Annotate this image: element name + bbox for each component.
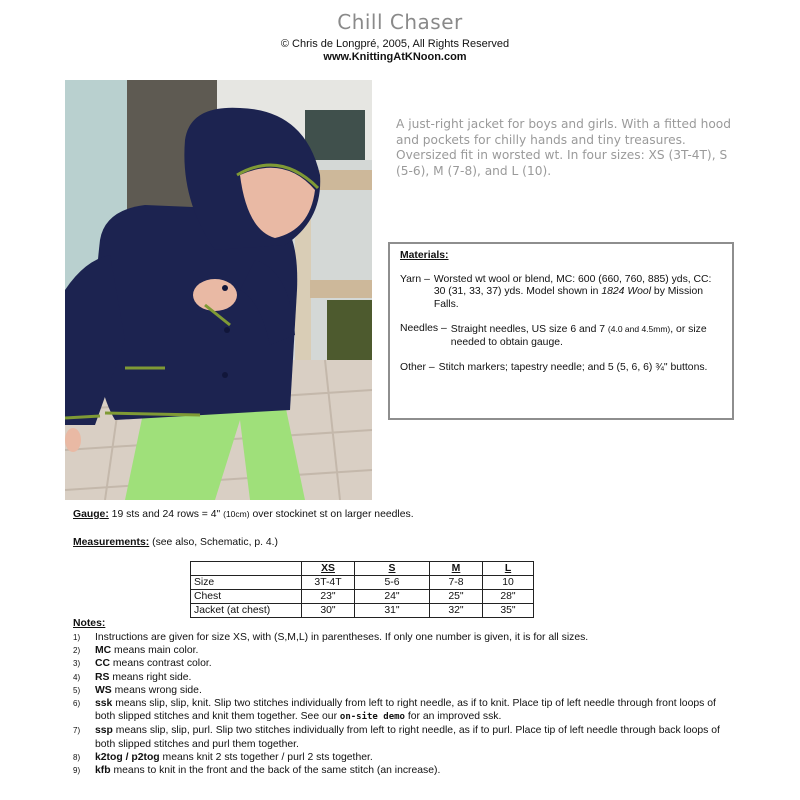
- child-jacket-photo: [65, 80, 372, 500]
- table-cell: Jacket (at chest): [191, 604, 302, 618]
- table-header-row: [191, 562, 534, 576]
- website-link[interactable]: www.KnittingAtKNoon.com: [323, 51, 467, 63]
- gauge-label: Gauge:: [73, 509, 109, 520]
- table-cell: 31": [355, 604, 430, 618]
- table-cell: 30": [302, 604, 355, 618]
- yarn-text: Worsted wt wool or blend, MC: 600 (660, 760, 885) yds, CC: 30 (31, 33, 37) yds. Model shown in 1824 Wool by Mission Falls.: [433, 273, 712, 310]
- needles-text: Straight needles, US size 6 and 7 (4.0 and 4.5mm), or size needed to obtain gauge.: [450, 324, 707, 348]
- page-title: Chill Chaser: [337, 10, 463, 34]
- yarn-label: Yarn –: [400, 273, 430, 285]
- other-text: Stitch markers; tapestry needle; and 5 (5, 6, 6) ¾" buttons.: [438, 361, 708, 373]
- materials-box: [388, 242, 734, 420]
- table-cell: 10: [483, 576, 534, 590]
- needles-label: Needles –: [400, 323, 447, 335]
- materials-other: [400, 362, 722, 375]
- measurements-note: (see also, Schematic, p. 4.): [149, 537, 279, 548]
- table-cell: 28": [483, 590, 534, 604]
- table-header: S: [355, 562, 430, 576]
- table-cell: Size: [191, 576, 302, 590]
- table-cell: 7-8: [430, 576, 483, 590]
- materials-heading: Materials:: [400, 250, 449, 261]
- table-row: [191, 590, 534, 604]
- list-item: 9) kfb means to knit in the front and the back of the same stitch (an increase).: [73, 765, 441, 777]
- list-item: 1) Instructions are given for size XS, with (S,M,L) in parentheses. If only one number is given, it is for all sizes.: [73, 632, 589, 643]
- table-cell: 23": [302, 590, 355, 604]
- table-header: M: [430, 562, 483, 576]
- measurements-line: [73, 537, 278, 548]
- table-cell: 3T-4T: [302, 576, 355, 590]
- table-cell: 24": [355, 590, 430, 604]
- table-row: [191, 604, 534, 618]
- table-cell: 5-6: [355, 576, 430, 590]
- list-item: 4) RS means right side.: [73, 671, 192, 683]
- list-item: 7) ssp means slip, slip, purl. Slip two stitches individually from left to right needle, as if to purl. Place tip of left needle through back loops of both slipped stitches and purl them together.: [73, 725, 720, 750]
- table-cell: 25": [430, 590, 483, 604]
- measurements-table: [190, 561, 534, 618]
- table-cell: Chest: [191, 590, 302, 604]
- table-header: XS: [302, 562, 355, 576]
- copyright-line: © Chris de Longpré, 2005, All Rights Reserved: [280, 38, 510, 50]
- table-cell: 32": [430, 604, 483, 618]
- notes-list: [73, 631, 733, 777]
- list-item: 3) CC means contrast color.: [73, 658, 212, 670]
- list-item: 8) k2tog / p2tog means knit 2 sts together / purl 2 sts together.: [73, 751, 373, 763]
- measurements-label: Measurements:: [73, 537, 150, 548]
- list-item: 6) ssk means slip, slip, knit. Slip two stitches individually from left to right needle, as if to knit. Place tip of left needle through front loops of both slipped stitches and knit them together. See our on-site demo for an improved ssk.: [73, 698, 716, 723]
- on-site-demo-link[interactable]: on-site demo: [339, 712, 405, 723]
- notes-heading: Notes:: [73, 618, 106, 629]
- table-row: [191, 576, 534, 590]
- other-label: Other –: [400, 361, 435, 373]
- table-cell: 35": [483, 604, 534, 618]
- materials-yarn: [400, 274, 722, 312]
- materials-needles: [400, 323, 722, 349]
- table-header: L: [483, 562, 534, 576]
- intro-blurb: A just-right jacket for boys and girls. With a fitted hood and pockets for chilly hands and tiny treasures. Oversized fit in worsted wt. In four sizes: XS (3T-4T), S (5-6), M (7-8), and L (10).: [396, 117, 731, 178]
- gauge-line: Gauge: 19 sts and 24 rows = 4" (10cm) over stockinet st on larger needles.: [73, 509, 414, 520]
- table-header: [191, 562, 302, 576]
- list-item: 2) MC means main color.: [73, 645, 199, 657]
- list-item: 5) WS means wrong side.: [73, 684, 202, 696]
